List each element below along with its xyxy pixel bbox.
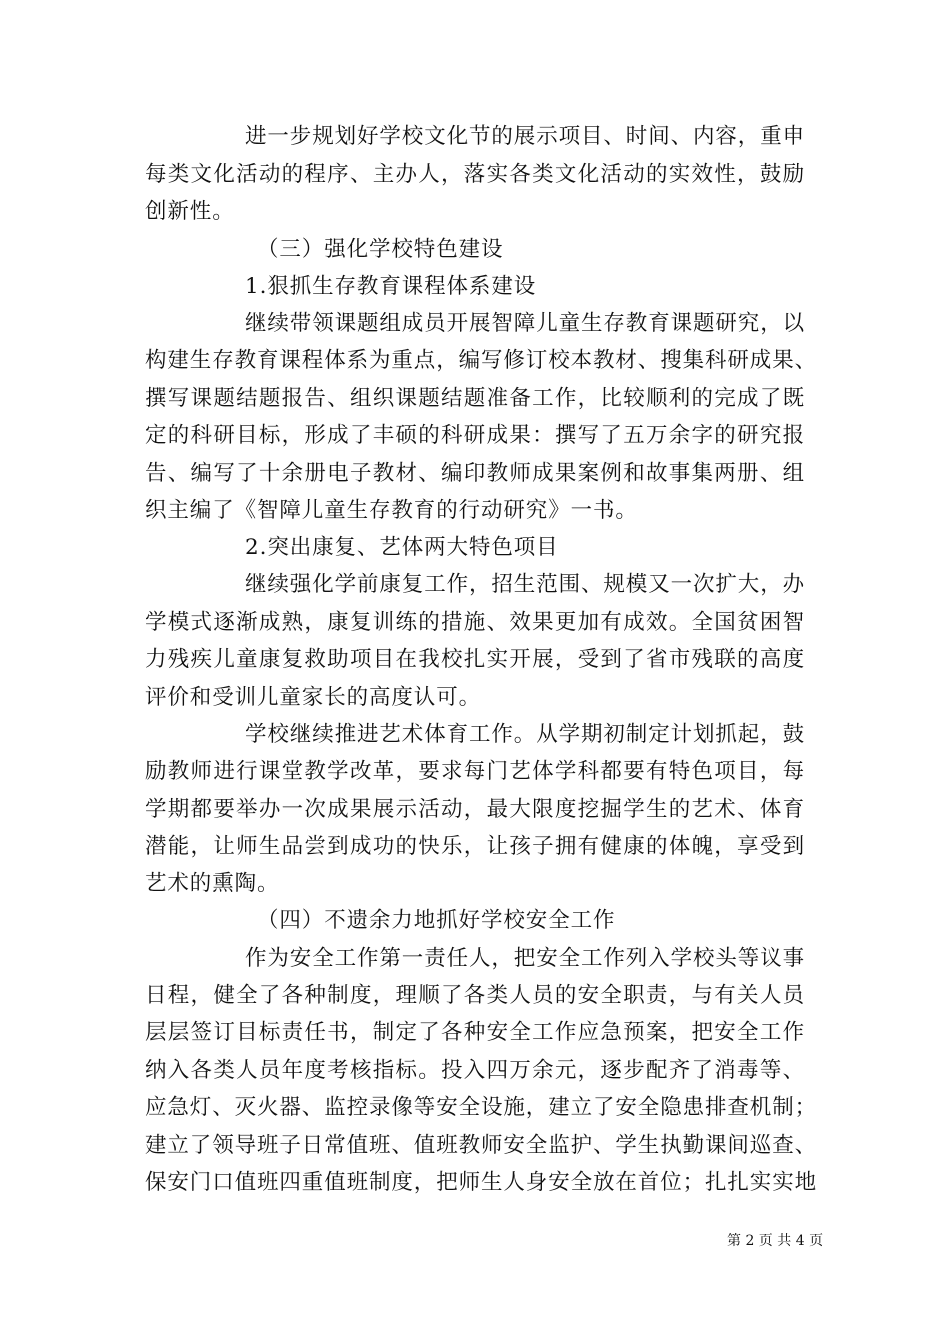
text-line: 学模式逐渐成熟，康复训练的措施、效果更加有成效。全国贫困智 [145,610,805,635]
text-line: 继续强化学前康复工作，招生范围、规模又一次扩大，办 [245,572,806,597]
subsection-heading: 2.突出康复、艺体两大特色项目 [245,535,559,560]
text-line: 应急灯、灭火器、监控录像等安全设施，建立了安全隐患排查机制； [145,1095,818,1120]
text-line: 创新性。 [145,199,235,224]
text-line: 每类文化活动的程序、主办人，落实各类文化活动的实效性，鼓励 [145,162,805,187]
section-heading: （三）强化学校特色建设 [257,237,504,262]
text-line: 评价和受训儿童家长的高度认可。 [145,685,482,710]
text-line: 日程，健全了各种制度，理顺了各类人员的安全职责，与有关人员 [145,983,805,1008]
text-line: 潜能，让师生品尝到成功的快乐，让孩子拥有健康的体魄，享受到 [145,834,805,859]
text-line: 撰写课题结题报告、组织课题结题准备工作，比较顺利的完成了既 [145,386,805,411]
text-line: 告、编写了十余册电子教材、编印教师成果案例和故事集两册、组 [145,461,805,486]
text-line: 织主编了《智障儿童生存教育的行动研究》一书。 [145,498,638,523]
text-line: 定的科研目标，形成了丰硕的科研成果：撰写了五万余字的研究报 [145,423,805,448]
text-line: 纳入各类人员年度考核指标。投入四万余元，逐步配齐了消毒等、 [145,1058,805,1083]
text-line: 保安门口值班四重值班制度，把师生人身安全放在首位；扎扎实实地 [145,1170,818,1195]
text-line: 继续带领课题组成员开展智障儿童生存教育课题研究，以 [245,311,806,336]
text-line: 学校继续推进艺术体育工作。从学期初制定计划抓起，鼓 [245,722,806,747]
text-line: 励教师进行课堂教学改革，要求每门艺体学科都要有特色项目，每 [145,759,805,784]
text-line: 力残疾儿童康复救助项目在我校扎实开展，受到了省市残联的高度 [145,647,805,672]
text-line: 学期都要举办一次成果展示活动，最大限度挖掘学生的艺术、体育 [145,797,805,822]
page-number-footer: 第 2 页 共 4 页 [727,1233,824,1249]
text-line: 构建生存教育课程体系为重点，编写修订校本教材、搜集科研成果、 [145,348,818,373]
text-line: 作为安全工作第一责任人，把安全工作列入学校头等议事 [245,946,806,971]
text-line: 层层签订目标责任书，制定了各种安全工作应急预案，把安全工作 [145,1020,805,1045]
subsection-heading: 1.狠抓生存教育课程体系建设 [245,274,537,299]
text-line: 艺术的熏陶。 [145,871,280,896]
text-line: 进一步规划好学校文化节的展示项目、时间、内容，重申 [245,124,806,149]
section-heading: （四）不遗余力地抓好学校安全工作 [257,908,616,933]
text-line: 建立了领导班子日常值班、值班教师安全监护、学生执勤课间巡查、 [145,1133,818,1158]
